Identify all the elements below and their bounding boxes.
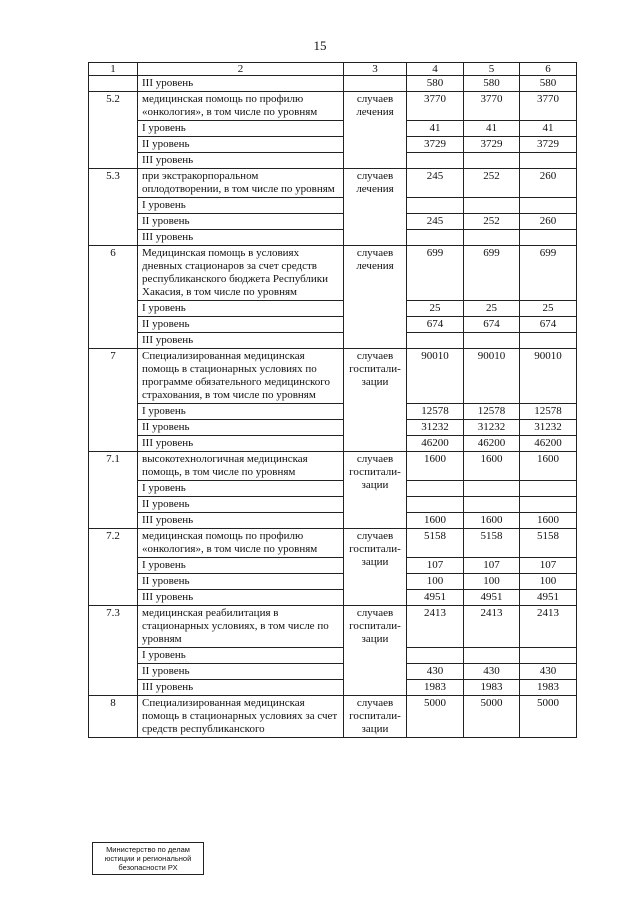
data-table xyxy=(88,62,577,738)
value-cell: 1983 xyxy=(464,680,520,696)
value-cell: 31232 xyxy=(407,420,464,436)
value-cell xyxy=(520,481,577,497)
table-row-level xyxy=(89,333,577,349)
table-row-level xyxy=(89,76,577,92)
row-label: медицинская реабилитация в стационарных условиях, в том числе по уровням xyxy=(138,606,344,648)
row-label: I уровень xyxy=(138,404,344,420)
table-row-level xyxy=(89,301,577,317)
row-number: 8 xyxy=(89,696,138,738)
value-cell: 252 xyxy=(464,169,520,198)
row-label: при экстракорпоральном оплодотворении, в том числе по уровням xyxy=(138,169,344,198)
value-cell: 5158 xyxy=(520,529,577,558)
value-cell: 3770 xyxy=(520,92,577,121)
value-cell: 699 xyxy=(520,246,577,301)
value-cell xyxy=(520,153,577,169)
row-label: II уровень xyxy=(138,420,344,436)
row-unit: случаев госпитали-зации xyxy=(344,452,407,529)
value-cell xyxy=(407,497,464,513)
value-cell xyxy=(520,230,577,246)
row-label: медицинская помощь по профилю «онкология», в том числе по уровням xyxy=(138,92,344,121)
value-cell: 430 xyxy=(407,664,464,680)
row-label: I уровень xyxy=(138,558,344,574)
value-cell: 245 xyxy=(407,169,464,198)
value-cell: 3729 xyxy=(407,137,464,153)
value-cell: 25 xyxy=(464,301,520,317)
value-cell: 4951 xyxy=(520,590,577,606)
value-cell xyxy=(407,481,464,497)
value-cell xyxy=(407,230,464,246)
stamp-line: Министерство по делам xyxy=(106,845,190,854)
column-header: 2 xyxy=(138,63,344,76)
row-label: медицинская помощь по профилю «онкология», в том числе по уровням xyxy=(138,529,344,558)
column-header: 3 xyxy=(344,63,407,76)
row-number xyxy=(89,76,138,92)
row-unit: случаев госпитали-зации xyxy=(344,529,407,606)
value-cell: 5000 xyxy=(407,696,464,738)
value-cell: 2413 xyxy=(407,606,464,648)
row-unit: случаев лечения xyxy=(344,169,407,246)
value-cell xyxy=(464,481,520,497)
value-cell: 46200 xyxy=(520,436,577,452)
row-label: Специализированная медицинская помощь в стационарных условиях за счет средств республиканского xyxy=(138,696,344,738)
row-label: I уровень xyxy=(138,481,344,497)
value-cell: 100 xyxy=(407,574,464,590)
row-number: 5.2 xyxy=(89,92,138,169)
value-cell xyxy=(520,648,577,664)
value-cell: 430 xyxy=(520,664,577,680)
value-cell: 580 xyxy=(520,76,577,92)
row-number: 7.3 xyxy=(89,606,138,696)
table-row-level xyxy=(89,214,577,230)
table-row-level xyxy=(89,317,577,333)
value-cell: 674 xyxy=(407,317,464,333)
row-label: III уровень xyxy=(138,153,344,169)
row-label: III уровень xyxy=(138,76,344,92)
value-cell: 252 xyxy=(464,214,520,230)
value-cell: 41 xyxy=(407,121,464,137)
column-header: 6 xyxy=(520,63,577,76)
table-row-level xyxy=(89,590,577,606)
value-cell: 2413 xyxy=(464,606,520,648)
table-row-section xyxy=(89,606,577,648)
value-cell: 90010 xyxy=(520,349,577,404)
row-label: Специализированная медицинская помощь в стационарных условиях по программе обязательного медицинского страхования, в том числе по уровням xyxy=(138,349,344,404)
value-cell xyxy=(520,497,577,513)
value-cell: 4951 xyxy=(464,590,520,606)
value-cell xyxy=(464,333,520,349)
row-label: III уровень xyxy=(138,436,344,452)
value-cell xyxy=(407,648,464,664)
row-unit: случаев госпитали-зации xyxy=(344,696,407,738)
value-cell: 12578 xyxy=(520,404,577,420)
row-number: 7.2 xyxy=(89,529,138,606)
table-row-section xyxy=(89,529,577,558)
row-label: высокотехнологичная медицинская помощь, в том числе по уровням xyxy=(138,452,344,481)
value-cell: 260 xyxy=(520,169,577,198)
table-row-level xyxy=(89,664,577,680)
value-cell: 674 xyxy=(464,317,520,333)
value-cell: 100 xyxy=(464,574,520,590)
value-cell: 41 xyxy=(464,121,520,137)
row-unit xyxy=(344,76,407,92)
value-cell: 3729 xyxy=(464,137,520,153)
value-cell: 90010 xyxy=(464,349,520,404)
row-label: III уровень xyxy=(138,680,344,696)
value-cell xyxy=(407,333,464,349)
value-cell xyxy=(407,198,464,214)
stamp-line: юстиции и региональной xyxy=(104,854,192,863)
table-row-level xyxy=(89,404,577,420)
table-row-section xyxy=(89,349,577,404)
column-header: 4 xyxy=(407,63,464,76)
table-row-level xyxy=(89,137,577,153)
table-row-level xyxy=(89,497,577,513)
row-label: II уровень xyxy=(138,497,344,513)
row-number: 7 xyxy=(89,349,138,452)
value-cell: 5000 xyxy=(520,696,577,738)
value-cell xyxy=(464,648,520,664)
value-cell: 12578 xyxy=(464,404,520,420)
row-unit: случаев госпитали-зации xyxy=(344,606,407,696)
value-cell: 260 xyxy=(520,214,577,230)
row-unit: случаев лечения xyxy=(344,246,407,349)
row-number: 5.3 xyxy=(89,169,138,246)
stamp-line: безопасности РХ xyxy=(118,863,178,872)
value-cell xyxy=(464,230,520,246)
row-unit: случаев лечения xyxy=(344,92,407,169)
table-row-section xyxy=(89,92,577,121)
value-cell: 699 xyxy=(407,246,464,301)
value-cell: 580 xyxy=(464,76,520,92)
value-cell: 31232 xyxy=(464,420,520,436)
row-label: Медицинская помощь в условиях дневных стационаров за счет средств республиканского бюджета Республики Хакасия, в том числе по уровням xyxy=(138,246,344,301)
value-cell: 5158 xyxy=(407,529,464,558)
value-cell: 3770 xyxy=(407,92,464,121)
value-cell: 1600 xyxy=(464,513,520,529)
row-label: II уровень xyxy=(138,137,344,153)
value-cell: 580 xyxy=(407,76,464,92)
table-row-level xyxy=(89,513,577,529)
row-label: III уровень xyxy=(138,590,344,606)
row-label: II уровень xyxy=(138,317,344,333)
value-cell: 5000 xyxy=(464,696,520,738)
value-cell: 1983 xyxy=(520,680,577,696)
value-cell: 46200 xyxy=(407,436,464,452)
ministry-stamp xyxy=(92,842,204,875)
value-cell: 1983 xyxy=(407,680,464,696)
value-cell xyxy=(464,153,520,169)
row-label: II уровень xyxy=(138,664,344,680)
value-cell: 1600 xyxy=(407,513,464,529)
value-cell: 100 xyxy=(520,574,577,590)
value-cell: 90010 xyxy=(407,349,464,404)
table-row-level xyxy=(89,121,577,137)
value-cell: 2413 xyxy=(520,606,577,648)
table-row-level xyxy=(89,574,577,590)
row-label: II уровень xyxy=(138,574,344,590)
column-header: 1 xyxy=(89,63,138,76)
value-cell: 25 xyxy=(520,301,577,317)
value-cell: 3729 xyxy=(520,137,577,153)
value-cell: 1600 xyxy=(407,452,464,481)
column-header: 5 xyxy=(464,63,520,76)
value-cell: 31232 xyxy=(520,420,577,436)
row-unit: случаев госпитали-зации xyxy=(344,349,407,452)
value-cell: 107 xyxy=(407,558,464,574)
value-cell: 1600 xyxy=(464,452,520,481)
row-number: 7.1 xyxy=(89,452,138,529)
value-cell: 41 xyxy=(520,121,577,137)
row-label: I уровень xyxy=(138,121,344,137)
value-cell xyxy=(407,153,464,169)
value-cell: 46200 xyxy=(464,436,520,452)
value-cell xyxy=(464,497,520,513)
row-label: I уровень xyxy=(138,198,344,214)
value-cell xyxy=(520,333,577,349)
row-label: III уровень xyxy=(138,230,344,246)
table-row-level xyxy=(89,198,577,214)
value-cell: 245 xyxy=(407,214,464,230)
table-row-level xyxy=(89,481,577,497)
row-label: I уровень xyxy=(138,648,344,664)
column-number-row xyxy=(89,63,577,76)
value-cell: 3770 xyxy=(464,92,520,121)
value-cell xyxy=(464,198,520,214)
row-label: III уровень xyxy=(138,513,344,529)
table-row-level xyxy=(89,436,577,452)
page-number: 15 xyxy=(313,38,327,53)
table-row-section xyxy=(89,169,577,198)
value-cell xyxy=(520,198,577,214)
table-row-section xyxy=(89,452,577,481)
value-cell: 430 xyxy=(464,664,520,680)
value-cell: 107 xyxy=(520,558,577,574)
row-label: III уровень xyxy=(138,333,344,349)
value-cell: 107 xyxy=(464,558,520,574)
table-row-level xyxy=(89,153,577,169)
row-label: I уровень xyxy=(138,301,344,317)
table-row-level xyxy=(89,648,577,664)
value-cell: 5158 xyxy=(464,529,520,558)
table-row-level xyxy=(89,420,577,436)
table-row-section xyxy=(89,246,577,301)
value-cell: 1600 xyxy=(520,513,577,529)
value-cell: 4951 xyxy=(407,590,464,606)
value-cell: 1600 xyxy=(520,452,577,481)
table-row-level xyxy=(89,680,577,696)
value-cell: 12578 xyxy=(407,404,464,420)
row-number: 6 xyxy=(89,246,138,349)
row-label: II уровень xyxy=(138,214,344,230)
value-cell: 674 xyxy=(520,317,577,333)
table-row-section xyxy=(89,696,577,738)
table-row-level xyxy=(89,230,577,246)
value-cell: 25 xyxy=(407,301,464,317)
table-row-level xyxy=(89,558,577,574)
value-cell: 699 xyxy=(464,246,520,301)
